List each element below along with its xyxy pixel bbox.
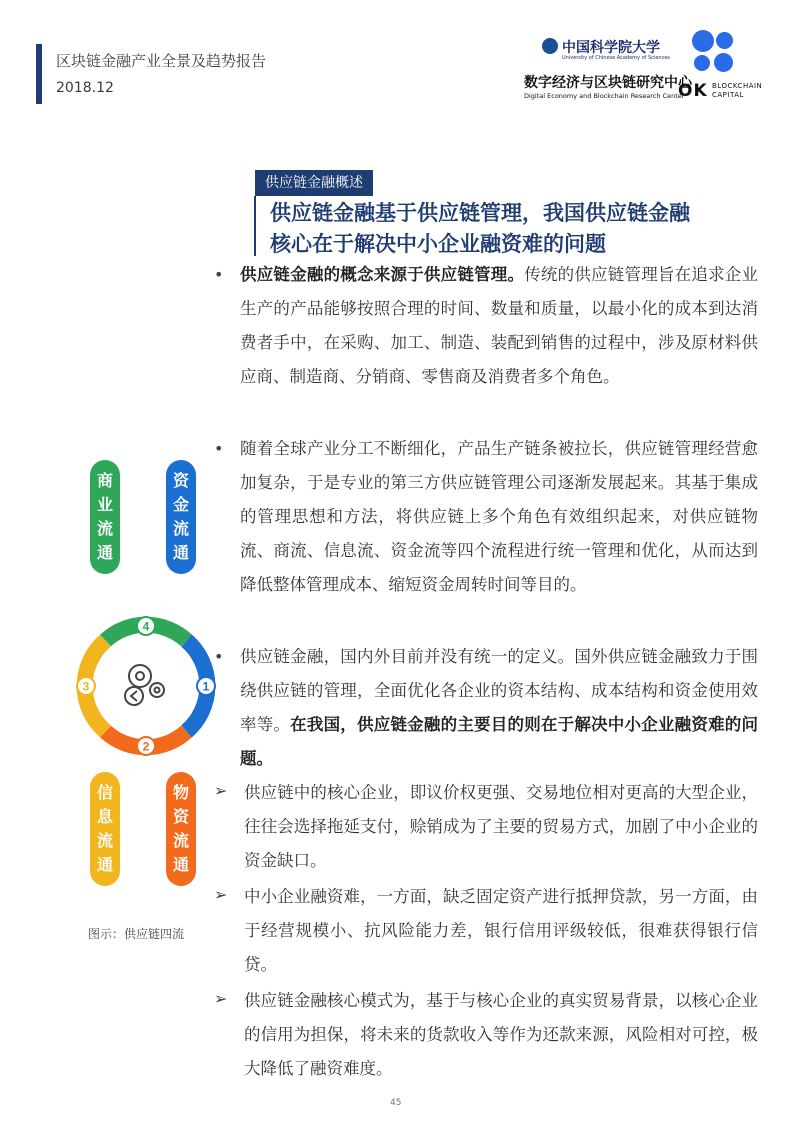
paragraph-3-conclusion: 在我国，供应链金融的主要目的则在于解决中小企业融资难的问题。 <box>240 715 759 768</box>
ok-subtitle <box>712 82 762 100</box>
ok-subtitle-line2: CAPITAL <box>712 91 744 99</box>
section-divider <box>254 196 256 256</box>
ucas-logo <box>520 36 692 100</box>
report-title: 区块链金融产业全景及趋势报告 <box>56 52 267 70</box>
section-heading-line1: 供应链金融基于供应链管理，我国供应链金融 <box>270 201 690 225</box>
paragraph-6 <box>244 984 758 1086</box>
capital-flow-pill: 资金流通 <box>166 460 196 574</box>
bullet-marker: • <box>214 265 224 284</box>
four-flow-cycle-diagram <box>72 612 220 760</box>
ucas-name: 中国科学院大学 <box>562 40 660 56</box>
ok-blockchain-logo <box>678 30 763 101</box>
report-date: 2018.12 <box>56 80 114 96</box>
bullet-marker: • <box>214 647 224 666</box>
step-number-4: 4 <box>142 619 150 634</box>
paragraph-5-text: 中小企业融资难，一方面，缺乏固定资产进行抵押贷款，另一方面，由于经营规模小、抗风险能力差，银行信用评级较低，很难获得银行信贷。 <box>244 887 758 974</box>
step-badge-1 <box>197 677 215 695</box>
step-badge-4 <box>137 617 155 635</box>
step-number-3: 3 <box>82 679 90 694</box>
research-center-name-en: Digital Economy and Blockchain Research Center <box>524 92 685 100</box>
page-number: 45 <box>390 1098 402 1108</box>
paragraph-1 <box>240 258 758 394</box>
step-number-2: 2 <box>142 739 150 754</box>
arrow-marker: ➢ <box>214 989 228 1008</box>
arrow-marker: ➢ <box>214 781 228 800</box>
paragraph-2 <box>240 432 758 602</box>
logo-dot-icon <box>714 53 733 72</box>
ok-wordmark: OK <box>678 81 708 101</box>
step-badge-2 <box>137 737 155 755</box>
paragraph-2-text: 随着全球产业分工不断细化，产品生产链条被拉长，供应链管理经营愈加复杂，于是专业的第三方供应链管理公司逐渐发展起来。其基于集成的管理思想和方法，将供应链上多个角色有效组织起来，对供应链物流、商流、信息流、资金流等四个流程进行统一管理和优化，从而达到降低整体管理成本、缩短资金周转时间等目的。 <box>240 439 758 594</box>
section-tag: 供应链金融概述 <box>255 170 373 196</box>
bullet-marker: • <box>214 439 224 458</box>
logo-dot-icon <box>692 30 714 52</box>
section-heading <box>270 198 760 260</box>
paragraph-1-lead: 供应链金融的概念来源于供应链管理。 <box>240 265 525 284</box>
diagram-caption: 图示：供应链四流 <box>88 927 185 941</box>
logo-dot-icon <box>716 32 733 49</box>
step-number-1: 1 <box>202 679 210 694</box>
paragraph-4-text: 供应链中的核心企业，即议价权更强、交易地位相对更高的大型企业，往往会选择拖延支付，赊销成为了主要的贸易方式，加剧了中小企业的资金缺口。 <box>244 783 758 870</box>
research-center-name: 数字经济与区块链研究中心 <box>524 75 692 91</box>
info-flow-pill: 信息流通 <box>90 772 120 886</box>
step-badge-3 <box>77 677 95 695</box>
paragraph-4 <box>244 776 758 878</box>
section-heading-line2: 核心在于解决中小企业融资难的问题 <box>270 232 606 256</box>
paragraph-1-text: 传统的供应链管理旨在追求企业生产的产品能够按照合理的时间、数量和质量，以最小化的成本到达消费者手中，在采购、加工、制造、装配到销售的过程中，涉及原材料供应商、制造商、分销商、零售商及消费者多个角色。 <box>240 265 759 386</box>
back-arrow-icon <box>125 687 143 705</box>
ucas-name-en: University of Chinese Academy of Sciences <box>562 55 670 61</box>
paragraph-6-text: 供应链金融核心模式为，基于与核心企业的真实贸易背景，以核心企业的信用为担保，将未来的货款收入等作为还款来源，风险相对可控，极大降低了融资难度。 <box>244 991 758 1078</box>
arrow-marker: ➢ <box>214 885 228 904</box>
logo-dot-icon <box>694 55 710 71</box>
header-accent-bar <box>36 44 42 104</box>
paragraph-3-text: 供应链金融，国内外目前并没有统一的定义。国外供应链金融致力于围绕供应链的管理，全面优化各企业的资本结构、成本结构和资金使用效率等。 <box>240 647 758 734</box>
paragraph-3 <box>240 640 758 776</box>
paragraph-5 <box>244 880 758 982</box>
business-flow-pill: 商业流通 <box>90 460 120 574</box>
goods-flow-pill: 物资流通 <box>166 772 196 886</box>
ucas-emblem-icon <box>542 38 558 54</box>
ok-subtitle-line1: BLOCKCHAIN <box>712 82 763 90</box>
